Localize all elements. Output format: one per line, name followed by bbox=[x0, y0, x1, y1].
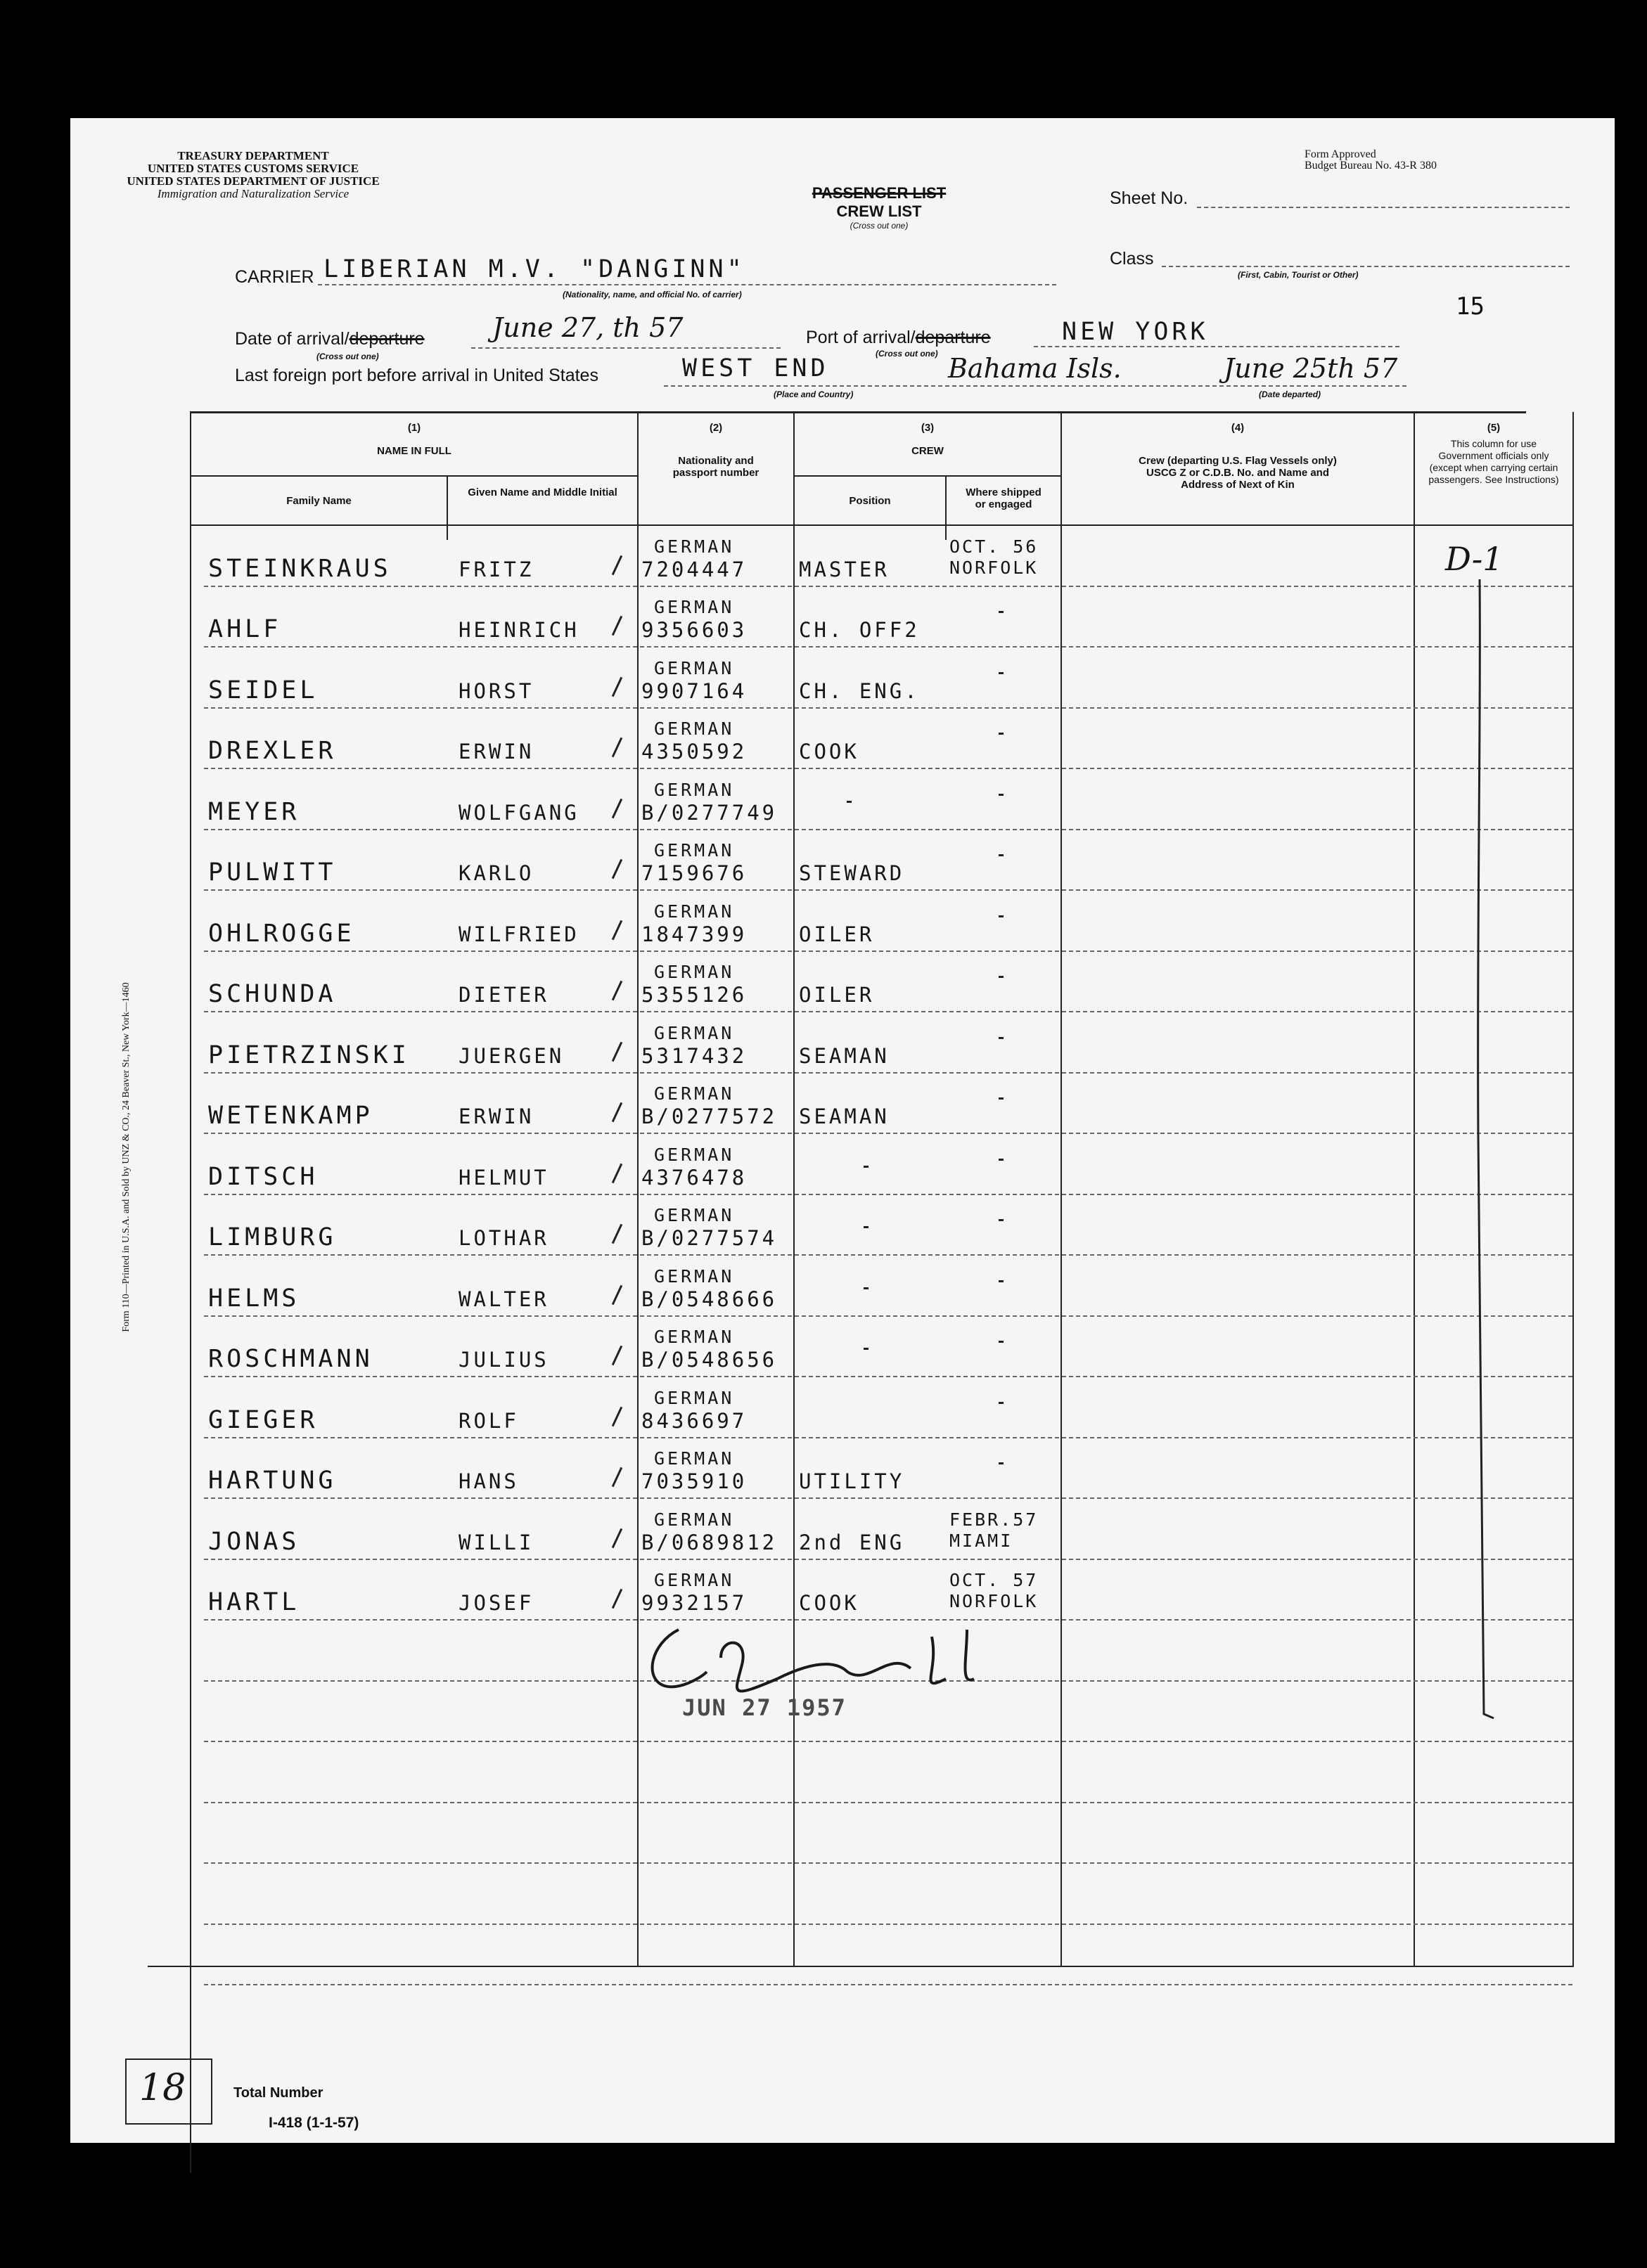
given-name: WALTER bbox=[459, 1287, 549, 1311]
given-name: WOLFGANG bbox=[459, 801, 579, 825]
crew-position: 2nd ENG bbox=[799, 1531, 905, 1554]
ruled-line bbox=[204, 1437, 1572, 1438]
table-bottom-rule bbox=[148, 1966, 1572, 1967]
class-label: Class bbox=[1110, 249, 1154, 269]
given-name: ROLF bbox=[459, 1409, 519, 1433]
nationality: GERMAN bbox=[654, 1023, 735, 1043]
given-name: JULIUS bbox=[459, 1348, 549, 1372]
passport-number: B/0277749 bbox=[641, 801, 778, 825]
col-divider-3 bbox=[793, 412, 795, 1967]
col-divider-4 bbox=[1060, 412, 1062, 1967]
nationality: GERMAN bbox=[654, 597, 735, 617]
last-port-label: Last foreign port before arrival in United States bbox=[235, 366, 598, 385]
passport-number: B/0277572 bbox=[641, 1104, 778, 1128]
check-tick bbox=[612, 737, 622, 757]
nationality: GERMAN bbox=[654, 536, 735, 557]
family-name: WETENKAMP bbox=[208, 1102, 373, 1130]
crew-position: CH. OFF2 bbox=[799, 618, 920, 642]
ruled-line bbox=[204, 1133, 1572, 1134]
crew-position: COOK bbox=[799, 740, 859, 763]
passport-number: B/0548656 bbox=[641, 1348, 778, 1372]
family-name: JONAS bbox=[208, 1528, 300, 1556]
class-note: (First, Cabin, Tourist or Other) bbox=[1238, 270, 1359, 280]
family-name: MEYER bbox=[208, 798, 300, 826]
check-tick bbox=[612, 555, 622, 575]
place-note: (Place and Country) bbox=[774, 389, 854, 399]
shipped-place: NORFOLK bbox=[949, 558, 1039, 578]
carrier-line bbox=[318, 284, 1056, 285]
check-tick bbox=[612, 920, 622, 940]
passport-number: B/0689812 bbox=[641, 1531, 778, 1554]
depart-date: June 25th 57 bbox=[1224, 353, 1398, 384]
check-tick bbox=[612, 799, 622, 818]
ditto-mark bbox=[864, 1348, 869, 1350]
date-arrival-label: Date of arrival/departure bbox=[235, 329, 425, 349]
port-cross-note: (Cross out one) bbox=[876, 349, 938, 359]
header-bottom-rule bbox=[191, 524, 1572, 526]
family-name: AHLF bbox=[208, 615, 282, 643]
family-name: SEIDEL bbox=[208, 676, 319, 704]
nationality: GERMAN bbox=[654, 1205, 735, 1225]
nationality: GERMAN bbox=[654, 1570, 735, 1590]
passport-number: B/0548666 bbox=[641, 1287, 778, 1311]
shipped-date: OCT. 56 bbox=[949, 536, 1039, 557]
position-header: Position bbox=[849, 495, 891, 507]
ditto-mark bbox=[999, 611, 1004, 613]
ruled-line bbox=[204, 1924, 1572, 1925]
ditto-mark bbox=[999, 1037, 1004, 1039]
ruled-line bbox=[204, 1194, 1572, 1195]
nationality: GERMAN bbox=[654, 901, 735, 922]
crew-position: STEWARD bbox=[799, 861, 905, 885]
check-tick bbox=[612, 1224, 622, 1244]
ruled-line bbox=[204, 707, 1572, 709]
crew-position: CH. ENG. bbox=[799, 679, 920, 703]
shipped-place: MIAMI bbox=[949, 1531, 1013, 1551]
family-name: STEINKRAUS bbox=[208, 555, 392, 583]
nationality: GERMAN bbox=[654, 1327, 735, 1347]
ruled-line bbox=[204, 1254, 1572, 1256]
printer-margin-note: Form 110—Printed in U.S.A. and Sold by UNZ & CO., 24 Beaver St., New York—1460 bbox=[121, 982, 132, 1332]
crew-subrule bbox=[795, 475, 1062, 477]
crew-position: UTILITY bbox=[799, 1469, 905, 1493]
ruled-line bbox=[204, 829, 1572, 830]
check-tick bbox=[612, 677, 622, 697]
col5-mark: D-1 bbox=[1445, 540, 1504, 578]
crew-position: SEAMAN bbox=[799, 1104, 890, 1128]
ruled-line bbox=[204, 1497, 1572, 1499]
ditto-mark bbox=[999, 1462, 1004, 1464]
ditto-mark bbox=[999, 1159, 1004, 1161]
table-right-rule bbox=[1572, 412, 1574, 1967]
nationality: GERMAN bbox=[654, 1388, 735, 1408]
check-tick bbox=[612, 1589, 622, 1609]
passport-number: 4376478 bbox=[641, 1166, 748, 1190]
check-tick bbox=[612, 1042, 622, 1062]
col5-header: (5) This column for use Government officials only (except when carrying certain passengers. See Instructions) bbox=[1428, 422, 1559, 485]
col3-header: (3) CREW bbox=[911, 422, 944, 457]
passport-number: 1847399 bbox=[641, 922, 748, 946]
given-name: WILFRIED bbox=[459, 922, 579, 946]
last-port-line bbox=[664, 385, 1406, 387]
nationality: GERMAN bbox=[654, 1448, 735, 1469]
ruled-line bbox=[204, 1376, 1572, 1377]
ditto-mark bbox=[999, 976, 1004, 978]
form-approved: Form Approved Budget Bureau No. 43-R 380 bbox=[1305, 148, 1437, 172]
family-name: LIMBURG bbox=[208, 1223, 337, 1251]
ruled-line bbox=[204, 768, 1572, 769]
given-name: LOTHAR bbox=[459, 1226, 549, 1250]
passport-number: 7159676 bbox=[641, 861, 748, 885]
nationality: GERMAN bbox=[654, 1509, 735, 1530]
passport-number: 9356603 bbox=[641, 618, 748, 642]
officer-signature bbox=[636, 1616, 1002, 1707]
ditto-mark bbox=[999, 733, 1004, 735]
ruled-line bbox=[204, 1072, 1572, 1074]
check-tick bbox=[612, 859, 622, 879]
family-name: PIETRZINSKI bbox=[208, 1041, 410, 1069]
given-name: HORST bbox=[459, 679, 534, 703]
family-name: SCHUNDA bbox=[208, 980, 337, 1008]
passport-number: 7204447 bbox=[641, 558, 748, 581]
ditto-mark bbox=[999, 1341, 1004, 1343]
col4-header: (4) Crew (departing U.S. Flag Vessels only) USCG Z or C.D.B. No. and Name and Address of Next of Kin bbox=[1139, 422, 1337, 491]
sheet-no-line bbox=[1197, 207, 1570, 208]
family-name: HARTUNG bbox=[208, 1467, 337, 1495]
passport-number: 5317432 bbox=[641, 1044, 748, 1068]
passport-number: 4350592 bbox=[641, 740, 748, 763]
given-name: WILLI bbox=[459, 1531, 534, 1554]
family-name: GIEGER bbox=[208, 1406, 319, 1434]
ruled-line bbox=[204, 1011, 1572, 1012]
carrier-note: (Nationality, name, and official No. of carrier) bbox=[563, 290, 742, 299]
ruled-line bbox=[204, 951, 1572, 952]
ditto-mark bbox=[847, 801, 852, 803]
total-label: Total Number bbox=[233, 2085, 323, 2101]
col2-header: (2) Nationality and passport number bbox=[672, 422, 760, 479]
ruled-line bbox=[204, 1862, 1572, 1864]
table-left-rule bbox=[190, 412, 191, 2173]
page-number: 15 bbox=[1456, 292, 1485, 321]
nationality: GERMAN bbox=[654, 1083, 735, 1104]
shipped-header: Where shipped or engaged bbox=[966, 487, 1042, 510]
name-subrule bbox=[191, 475, 639, 477]
ditto-mark bbox=[999, 1402, 1004, 1404]
carrier-label: CARRIER bbox=[235, 267, 314, 287]
check-tick bbox=[612, 981, 622, 1000]
ditto-mark bbox=[999, 794, 1004, 796]
ditto-mark bbox=[864, 1166, 869, 1168]
date-stamp: JUN 27 1957 bbox=[682, 1694, 847, 1721]
family-name-header: Family Name bbox=[286, 495, 352, 507]
family-name: PULWITT bbox=[208, 858, 337, 887]
form-number: I-418 (1-1-57) bbox=[269, 2115, 359, 2131]
col5-bracket-line bbox=[1463, 575, 1505, 1756]
crew-position: OILER bbox=[799, 983, 875, 1007]
carrier-value: LIBERIAN M.V. "DANGINN" bbox=[323, 255, 745, 283]
list-title: PASSENGER LIST CREW LIST (Cross out one) bbox=[812, 184, 947, 231]
ruled-line bbox=[204, 889, 1572, 891]
check-tick bbox=[612, 1346, 622, 1365]
col-divider-5 bbox=[1414, 412, 1415, 1967]
passport-number: B/0277574 bbox=[641, 1226, 778, 1250]
port-value: NEW YORK bbox=[1062, 318, 1209, 346]
col1-header: (1) NAME IN FULL bbox=[377, 422, 451, 457]
passport-number: 8436697 bbox=[641, 1409, 748, 1433]
ditto-mark bbox=[999, 1097, 1004, 1100]
given-name: DIETER bbox=[459, 983, 549, 1007]
shipped-date: OCT. 57 bbox=[949, 1570, 1039, 1590]
date-value: June 27, th 57 bbox=[492, 312, 684, 343]
col-divider-2 bbox=[637, 412, 639, 1967]
given-name-header: Given Name and Middle Initial bbox=[468, 487, 617, 498]
ruled-line bbox=[204, 1984, 1572, 1985]
ruled-line bbox=[204, 646, 1572, 647]
given-name: HANS bbox=[459, 1469, 519, 1493]
ruled-line bbox=[204, 586, 1572, 587]
check-tick bbox=[612, 1528, 622, 1548]
crew-position: COOK bbox=[799, 1591, 859, 1615]
nationality: GERMAN bbox=[654, 780, 735, 800]
family-name: OHLROGGE bbox=[208, 920, 355, 948]
check-tick bbox=[612, 1102, 622, 1122]
given-name: JOSEF bbox=[459, 1591, 534, 1615]
check-tick bbox=[612, 1285, 622, 1305]
date-note: (Date departed) bbox=[1259, 389, 1321, 399]
ruled-line bbox=[204, 1802, 1572, 1803]
sheet-no-label: Sheet No. bbox=[1110, 188, 1188, 208]
check-tick bbox=[612, 1467, 622, 1487]
document-sheet bbox=[70, 118, 1615, 2143]
family-name: HARTL bbox=[208, 1588, 300, 1616]
nationality: GERMAN bbox=[654, 962, 735, 982]
given-name: ERWIN bbox=[459, 740, 534, 763]
crew-position: MASTER bbox=[799, 558, 890, 581]
ditto-mark bbox=[999, 854, 1004, 856]
given-name: JUERGEN bbox=[459, 1044, 565, 1068]
table-top-rule bbox=[190, 411, 1526, 413]
ruled-line bbox=[204, 1315, 1572, 1317]
passport-number: 9932157 bbox=[641, 1591, 748, 1615]
passport-number: 5355126 bbox=[641, 983, 748, 1007]
passport-number: 9907164 bbox=[641, 679, 748, 703]
total-count: 18 bbox=[139, 2067, 186, 2109]
family-name: DITSCH bbox=[208, 1163, 319, 1191]
nationality: GERMAN bbox=[654, 1266, 735, 1287]
last-port-country: Bahama Isls. bbox=[948, 353, 1122, 384]
passport-number: 7035910 bbox=[641, 1469, 748, 1493]
shipped-date: FEBR.57 bbox=[949, 1509, 1039, 1530]
date-cross-note: (Cross out one) bbox=[316, 352, 379, 361]
nationality: GERMAN bbox=[654, 658, 735, 678]
class-line bbox=[1162, 266, 1570, 267]
given-name: ERWIN bbox=[459, 1104, 534, 1128]
ditto-mark bbox=[864, 1287, 869, 1289]
given-name: HELMUT bbox=[459, 1166, 549, 1190]
nationality: GERMAN bbox=[654, 719, 735, 739]
family-name: DREXLER bbox=[208, 737, 337, 765]
given-name: HEINRICH bbox=[459, 618, 579, 642]
check-tick bbox=[612, 616, 622, 636]
family-name: HELMS bbox=[208, 1284, 300, 1313]
given-name: KARLO bbox=[459, 861, 534, 885]
shipped-place: NORFOLK bbox=[949, 1591, 1039, 1611]
date-line bbox=[471, 347, 781, 349]
total-box bbox=[125, 2058, 212, 2125]
ruled-line bbox=[204, 1741, 1572, 1742]
last-port-value: WEST END bbox=[682, 354, 829, 382]
port-label: Port of arrival/departure bbox=[806, 328, 991, 347]
family-name: ROSCHMANN bbox=[208, 1345, 373, 1373]
ditto-mark bbox=[999, 1219, 1004, 1221]
check-tick bbox=[612, 1164, 622, 1183]
ditto-mark bbox=[999, 915, 1004, 917]
nationality: GERMAN bbox=[654, 1145, 735, 1165]
check-tick bbox=[612, 1407, 622, 1426]
nationality: GERMAN bbox=[654, 840, 735, 861]
given-name: FRITZ bbox=[459, 558, 534, 581]
dept-header: TREASURY DEPARTMENT UNITED STATES CUSTOMS SERVICE UNITED STATES DEPARTMENT OF JUSTICE Immigration and Naturalization Service bbox=[127, 149, 380, 200]
crew-position: OILER bbox=[799, 922, 875, 946]
ditto-mark bbox=[999, 1280, 1004, 1282]
ruled-line bbox=[204, 1559, 1572, 1560]
ditto-mark bbox=[999, 672, 1004, 674]
port-line bbox=[1034, 346, 1399, 347]
ditto-mark bbox=[864, 1226, 869, 1228]
crew-position: SEAMAN bbox=[799, 1044, 890, 1068]
